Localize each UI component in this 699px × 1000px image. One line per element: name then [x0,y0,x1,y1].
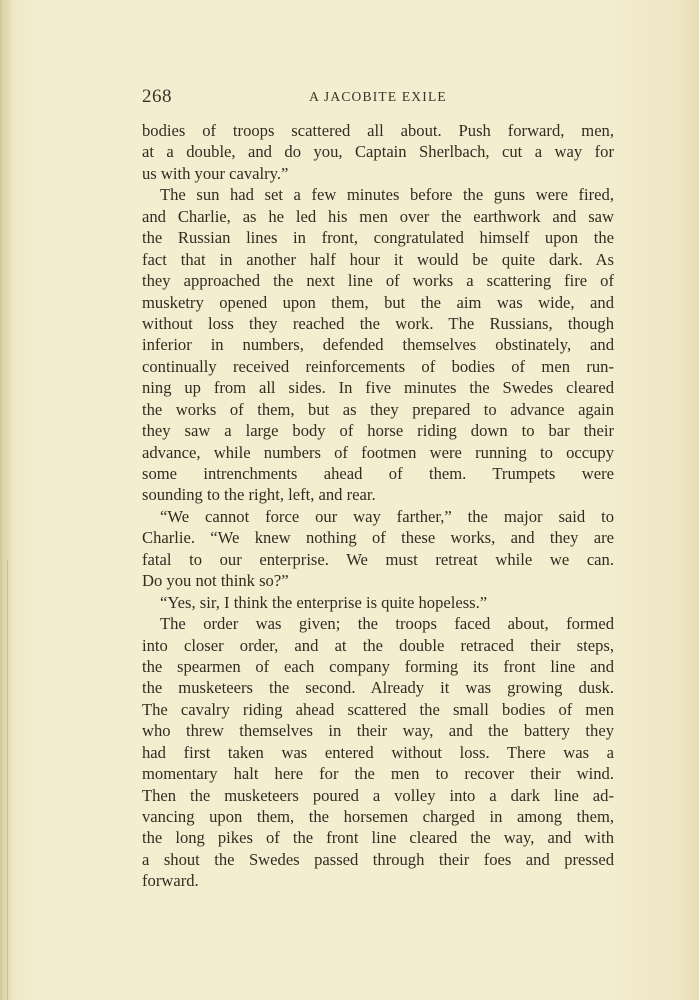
text-line: at a double, and do you, Captain Sherlbach, cut a way for [142,142,614,162]
text-line: “Yes, sir, I think the enterprise is quite hopeless.” [160,592,488,612]
text-line: the works of them, but as they prepared to advance again [142,399,614,419]
text-line: The order was given; the troops faced about, formed [160,614,614,634]
text-line: Charlie. “We knew nothing of these works, and they are [142,528,614,548]
text-line: had first taken was entered without loss. There was a [142,742,614,762]
page-number: 268 [142,86,172,107]
text-line: who threw themselves in their way, and the battery they [142,721,614,741]
text-line: The sun had set a few minutes before the guns were fired, [160,185,614,205]
text-line: the long pikes of the front line cleared the way, and with [142,828,614,848]
text-line: us with your cavalry.” [142,163,289,183]
text-line: ning up from all sides. In five minutes the Swedes cleared [142,378,614,398]
text-line: the Russian lines in front, congratulated himself upon the [142,228,614,248]
text-line: The cavalry riding ahead scattered the small bodies of men [142,699,614,719]
text-line: bodies of troops scattered all about. Push forward, men, [142,121,614,140]
running-title: A JACOBITE EXILE [309,89,447,104]
text-line: fatal to our enterprise. We must retreat while we can. [142,549,614,569]
text-line: a shout the Swedes passed through their foes and pressed [142,849,614,869]
page-header [142,86,614,110]
text-line: continually received reinforcements of bodies of men run- [142,356,614,376]
text-line: “We cannot force our way farther,” the major said to [160,506,614,526]
text-line: Then the musketeers poured a volley into a dark line ad- [142,785,614,805]
text-line: the musketeers the second. Already it was growing dusk. [142,678,614,698]
text-line: inferior in numbers, defended themselves obstinately, and [142,335,614,355]
text-line: into closer order, and at the double retraced their steps, [142,635,614,655]
text-line: Do you not think so?” [142,571,289,591]
text-line: advance, while numbers of footmen were running to occupy [142,442,614,462]
text-line: they saw a large body of horse riding down to bar their [142,421,614,441]
text-line: vancing upon them, the horsemen charged in among them, [142,807,614,826]
body-text [142,120,614,892]
text-line: and Charlie, as he led his men over the earthwork and saw [142,206,614,226]
text-line: they approached the next line of works a scattering fire of [142,271,614,291]
text-line: some intrenchments ahead of them. Trumpets were [142,464,614,483]
page-edge-line [7,560,8,1000]
text-line: sounding to the right, left, and rear. [142,485,376,505]
text-line: without loss they reached the work. The Russians, though [142,313,614,333]
text-line: the spearmen of each company forming its front line and [142,656,614,676]
text-line: fact that in another half hour it would be quite dark. As [142,249,614,269]
text-line: forward. [142,871,199,891]
text-line: momentary halt here for the men to recover their wind. [142,764,614,784]
text-line: musketry opened upon them, but the aim was wide, and [142,292,614,312]
